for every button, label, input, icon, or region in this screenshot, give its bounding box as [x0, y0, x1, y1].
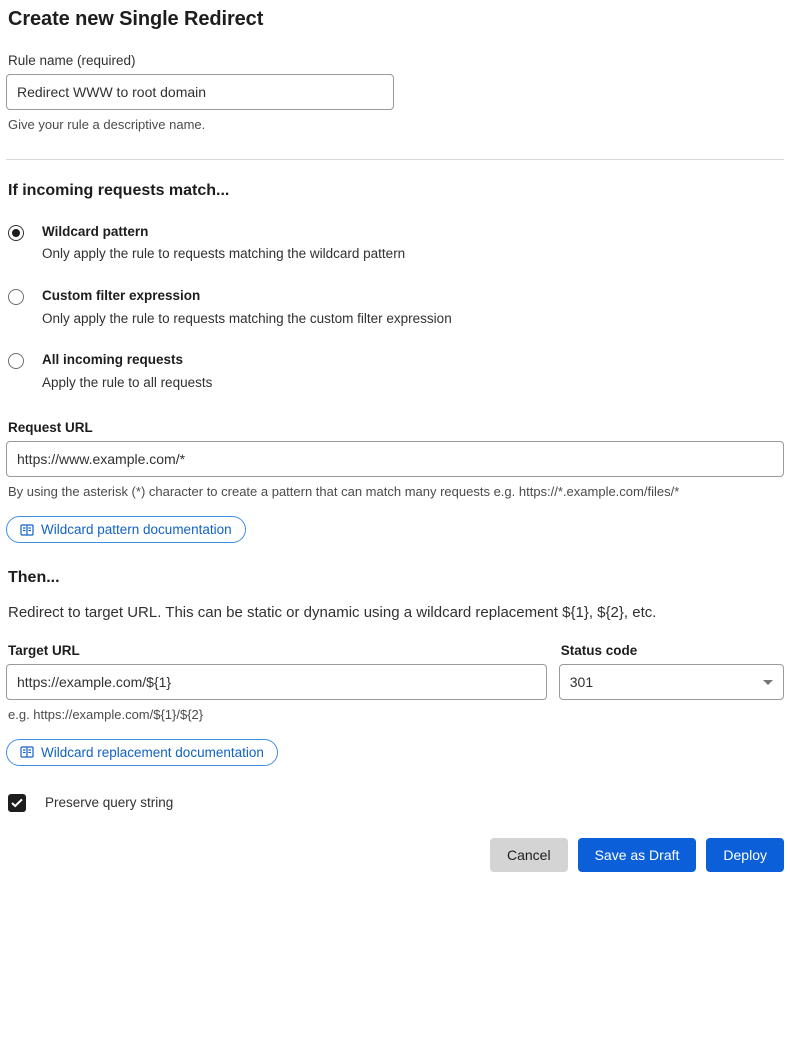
radio-option-wildcard-pattern[interactable]	[6, 222, 784, 264]
save-as-draft-button[interactable]: Save as Draft	[578, 838, 697, 872]
then-section-description: Redirect to target URL. This can be static or dynamic using a wildcard replacement ${1}, ${2}, etc.	[8, 604, 657, 622]
page-title: Create new Single Redirect	[8, 8, 264, 30]
target-url-helper: e.g. https://example.com/${1}/${2}	[8, 707, 204, 723]
target-url-field	[6, 643, 547, 700]
request-url-label: Request URL	[8, 420, 93, 436]
preserve-query-string-label: Preserve query string	[45, 795, 174, 811]
radio-button-wildcard-pattern[interactable]	[8, 225, 24, 241]
preserve-query-string-row[interactable]	[6, 794, 784, 812]
radio-button-all-incoming-requests[interactable]	[8, 353, 24, 369]
check-icon	[11, 798, 23, 808]
wildcard-replacement-documentation-link[interactable]	[6, 739, 278, 766]
section-divider	[6, 159, 784, 160]
preserve-query-string-checkbox[interactable]	[8, 794, 26, 812]
match-section-heading: If incoming requests match...	[8, 181, 230, 199]
wildcard-pattern-documentation-link[interactable]	[6, 516, 246, 543]
request-url-input[interactable]	[6, 441, 784, 477]
rule-name-label: Rule name (required)	[8, 53, 136, 68]
status-code-select[interactable]	[559, 664, 784, 700]
radio-option-custom-filter-expression[interactable]	[6, 286, 784, 328]
radio-desc-custom-filter-expression: Only apply the rule to requests matching the custom filter expression	[42, 310, 452, 326]
radio-title-custom-filter-expression: Custom filter expression	[42, 287, 201, 303]
radio-desc-all-incoming-requests: Apply the rule to all requests	[42, 374, 213, 390]
rule-name-helper: Give your rule a descriptive name.	[8, 117, 206, 132]
form-actions	[6, 838, 784, 888]
radio-desc-wildcard-pattern: Only apply the rule to requests matching the wildcard pattern	[42, 246, 406, 262]
radio-title-all-incoming-requests: All incoming requests	[42, 352, 184, 368]
deploy-button[interactable]: Deploy	[706, 838, 784, 872]
book-icon	[20, 745, 34, 759]
target-url-input[interactable]	[6, 664, 547, 700]
status-code-label: Status code	[560, 643, 638, 659]
request-url-helper: By using the asterisk (*) character to create a pattern that can match many requests e.g. https://*.example.com/files/*	[8, 484, 680, 500]
target-and-status-row	[6, 643, 784, 700]
wildcard-pattern-documentation-label: Wildcard pattern documentation	[41, 522, 232, 538]
status-code-value: 301	[569, 674, 594, 691]
radio-button-custom-filter-expression[interactable]	[8, 289, 24, 305]
target-url-label: Target URL	[8, 643, 80, 659]
cancel-button[interactable]: Cancel	[490, 838, 568, 872]
radio-title-wildcard-pattern: Wildcard pattern	[42, 223, 149, 239]
then-section-heading: Then...	[8, 569, 60, 587]
wildcard-replacement-documentation-label: Wildcard replacement documentation	[41, 744, 264, 760]
match-options-group	[6, 222, 784, 392]
rule-name-input[interactable]	[6, 74, 394, 110]
create-single-redirect-page	[0, 8, 790, 1039]
radio-option-all-incoming-requests[interactable]	[6, 350, 784, 392]
status-code-field	[559, 643, 784, 700]
book-icon	[20, 523, 34, 537]
